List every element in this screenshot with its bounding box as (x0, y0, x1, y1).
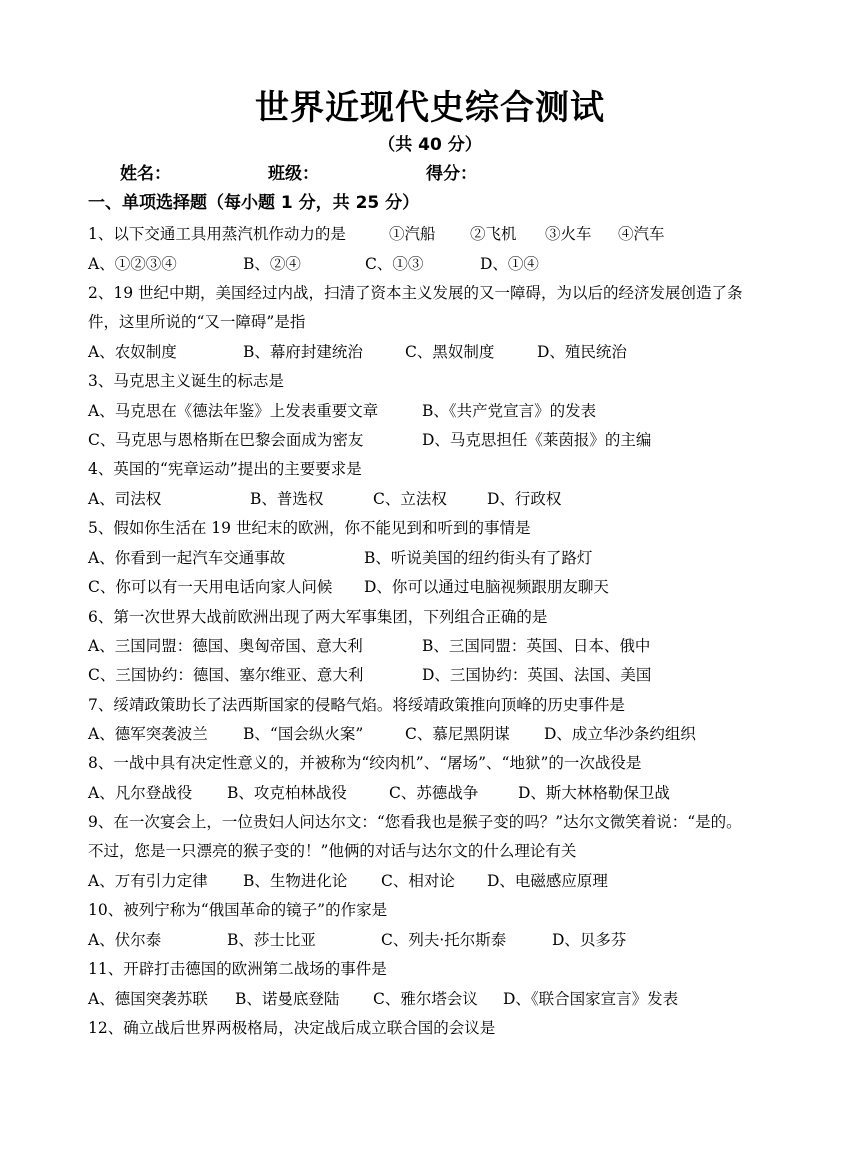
q5-option-c: C、你可以有一天用电话向家人问候 (88, 578, 333, 596)
q1-item-2: ②飞机 (470, 225, 517, 243)
q9-option-c: C、相对论 (381, 872, 455, 890)
q2-option-b: B、幕府封建统治 (243, 343, 363, 361)
q2-option-a: A、农奴制度 (88, 343, 177, 361)
q1-item-1: ①汽船 (389, 225, 436, 243)
q5-option-b: B、听说美国的纽约街头有了路灯 (364, 549, 593, 567)
question-7-stem: 7、绥靖政策助长了法西斯国家的侵略气焰。将绥靖政策推向顶峰的历史事件是 (88, 696, 625, 714)
q10-option-d: D、贝多芬 (552, 931, 627, 949)
q4-option-c: C、立法权 (373, 490, 447, 508)
q10-option-c: C、列夫·托尔斯泰 (381, 931, 507, 949)
q1-option-a: A、①②③④ (88, 255, 177, 273)
q3-option-c: C、马克思与恩格斯在巴黎会面成为密友 (88, 431, 364, 449)
question-10-stem: 10、被列宁称为“俄国革命的镜子”的作家是 (88, 901, 388, 919)
q8-option-a: A、凡尔登战役 (88, 784, 193, 802)
question-11-stem: 11、开辟打击德国的欧洲第二战场的事件是 (88, 960, 387, 978)
question-9-stem-line-1: 9、在一次宴会上，一位贵妇人问达尔文：“您看我也是猴子变的吗？”达尔文微笑着说：“是的。 (88, 813, 742, 831)
q3-option-b: B、《共产党宣言》的发表 (422, 402, 597, 420)
q10-option-b: B、莎士比亚 (227, 931, 316, 949)
q7-option-c: C、慕尼黑阴谋 (405, 725, 510, 743)
q2-option-c: C、黑奴制度 (405, 343, 495, 361)
q2-option-d: D、殖民统治 (537, 343, 627, 361)
question-6-stem: 6、第一次世界大战前欧洲出现了两大军事集团，下列组合正确的是 (88, 608, 548, 626)
q6-option-b: B、三国同盟：英国、日本、俄中 (422, 637, 651, 655)
page-subtitle: （共 40 分） (378, 135, 482, 155)
q11-option-d: D、《联合国家宣言》发表 (503, 990, 679, 1008)
q4-option-b: B、普选权 (250, 490, 324, 508)
q11-option-b: B、诺曼底登陆 (235, 990, 340, 1008)
q8-option-c: C、苏德战争 (389, 784, 479, 802)
q7-option-b: B、“国会纵火案” (243, 725, 364, 743)
q1-item-4: ④汽车 (618, 225, 665, 243)
q1-option-b: B、②④ (243, 255, 301, 273)
q1-item-3: ③火车 (545, 225, 592, 243)
question-4-stem: 4、英国的“宪章运动”提出的主要要求是 (88, 460, 362, 478)
q9-option-b: B、生物进化论 (243, 872, 348, 890)
q4-option-a: A、司法权 (88, 490, 162, 508)
q8-option-b: B、攻克柏林战役 (227, 784, 347, 802)
q3-option-d: D、马克思担任《莱茵报》的主编 (422, 431, 652, 449)
question-1-stem: 1、以下交通工具用蒸汽机作动力的是 (88, 225, 346, 243)
class-label: 班级： (268, 164, 319, 184)
q4-option-d: D、行政权 (487, 490, 562, 508)
score-label: 得分： (426, 164, 477, 184)
question-12-stem: 12、确立战后世界两极格局，决定战后成立联合国的会议是 (88, 1019, 496, 1037)
q1-option-d: D、①④ (480, 255, 539, 273)
question-2-stem-line-1: 2、19 世纪中期，美国经过内战，扫清了资本主义发展的又一障碍，为以后的经济发展创造了条 (88, 284, 743, 302)
question-5-stem: 5、假如你生活在 19 世纪末的欧洲，你不能见到和听到的事情是 (88, 519, 531, 537)
q9-option-a: A、万有引力定律 (88, 872, 208, 890)
q7-option-a: A、德军突袭波兰 (88, 725, 208, 743)
q7-option-d: D、成立华沙条约组织 (544, 725, 696, 743)
question-2-stem-line-2: 件，这里所说的“又一障碍”是指 (88, 313, 306, 331)
question-9-stem-line-2: 不过，您是一只漂亮的猴子变的！”他俩的对话与达尔文的什么理论有关 (88, 842, 577, 860)
q11-option-a: A、德国突袭苏联 (88, 990, 208, 1008)
q5-option-a: A、你看到一起汽车交通事故 (88, 549, 286, 567)
q6-option-c: C、三国协约：德国、塞尔维亚、意大利 (88, 666, 364, 684)
q5-option-d: D、你可以通过电脑视频跟朋友聊天 (364, 578, 609, 596)
q1-option-c: C、①③ (365, 255, 424, 273)
q11-option-c: C、雅尔塔会议 (373, 990, 478, 1008)
q8-option-d: D、斯大林格勒保卫战 (518, 784, 670, 802)
q10-option-a: A、伏尔泰 (88, 931, 162, 949)
page-title: 世界近现代史综合测试 (255, 88, 605, 128)
q6-option-a: A、三国同盟：德国、奥匈帝国、意大利 (88, 637, 363, 655)
question-8-stem: 8、一战中具有决定性意义的，并被称为“绞肉机”、“屠场”、“地狱”的一次战役是 (88, 754, 642, 772)
section-heading: 一、单项选择题（每小题 1 分，共 25 分） (88, 193, 420, 213)
q3-option-a: A、马克思在《德法年鉴》上发表重要文章 (88, 402, 379, 420)
q6-option-d: D、三国协约：英国、法国、美国 (422, 666, 652, 684)
question-3-stem: 3、马克思主义诞生的标志是 (88, 372, 284, 390)
name-label: 姓名： (120, 164, 171, 184)
q9-option-d: D、电磁感应原理 (487, 872, 608, 890)
